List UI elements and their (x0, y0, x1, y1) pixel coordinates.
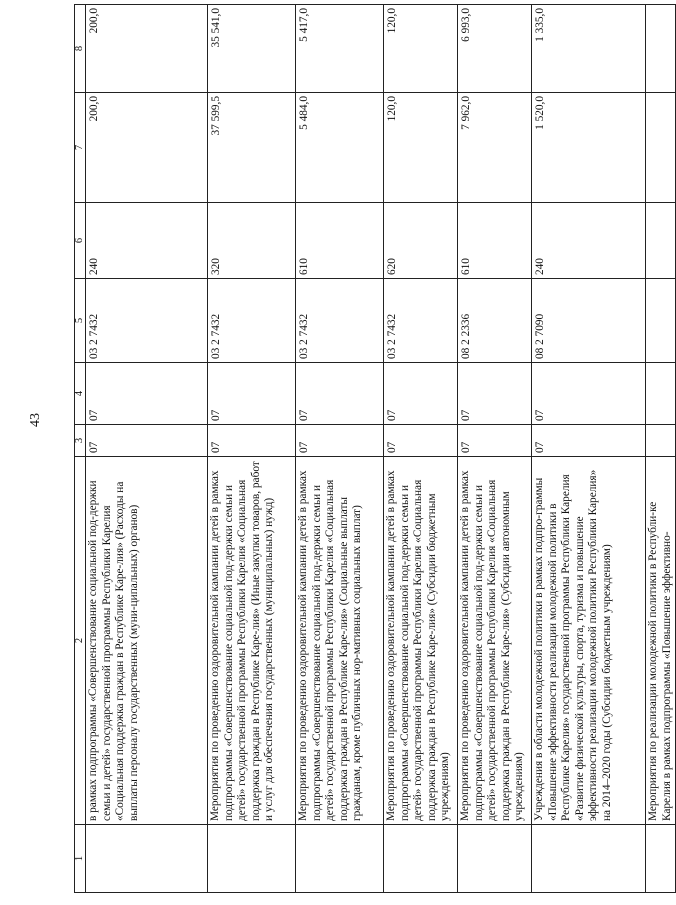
cell-col1 (458, 825, 532, 893)
cell-col4: 07 (458, 363, 532, 425)
cell-col5: 03 2 7432 (296, 279, 384, 363)
cell-col8: 5 417,0 (296, 5, 384, 93)
row-description: Мероприятия по проведению оздоровительной кампании детей в рамках подпрограммы «Совершенствование социальной под-держки семьи и детей» государственной программы Республики Карелия «Социальная поддержка граждан в Республике Каре-лия» (Иные закупки товаров, работ и услуг для обеспечения государственных (муниципальных) нужд) (208, 457, 296, 825)
cell-col3: 07 (532, 425, 646, 457)
cell-col7: 200,0 (86, 93, 208, 203)
header-cell: 8 (75, 5, 86, 93)
cell-col1 (532, 825, 646, 893)
cell-col4: 07 (208, 363, 296, 425)
cell-col4 (646, 363, 676, 425)
cell-col6 (646, 203, 676, 279)
cell-col1 (208, 825, 296, 893)
cell-col6: 320 (208, 203, 296, 279)
cell-col3: 07 (384, 425, 458, 457)
cell-col5: 03 2 7432 (384, 279, 458, 363)
row-description: в рамках подпрограммы «Совершенствование социальной под-держки семьи и детей» государственной программы Республики Карелия «Социальная поддержка граждан в Республике Каре-лия» (Расходы на выплаты персоналу государственных (муни-ципальных) органов) (86, 457, 208, 825)
table-row (458, 5, 532, 893)
cell-col3: 07 (296, 425, 384, 457)
cell-col8: 120,0 (384, 5, 458, 93)
cell-col7: 1 520,0 (532, 93, 646, 203)
table-row (208, 5, 296, 893)
cell-col3: 07 (86, 425, 208, 457)
cell-col5: 03 2 7432 (86, 279, 208, 363)
cell-col1 (86, 825, 208, 893)
header-cell: 3 (75, 425, 86, 457)
cell-col5 (646, 279, 676, 363)
cell-col6: 240 (86, 203, 208, 279)
cell-col8 (646, 5, 676, 93)
header-cell: 1 (75, 825, 86, 893)
header-cell: 4 (75, 363, 86, 425)
table-row (532, 5, 646, 893)
cell-col4: 07 (296, 363, 384, 425)
cell-col8: 200,0 (86, 5, 208, 93)
table-row (296, 5, 384, 893)
row-description: Учреждения в области молодежной политики в рамках подпро-граммы «Повышение эффективности реализации молодежной политики в Республике Карелия» государственной программы Республики Карелия «Развитие физической культуры, спорта, туризма и повышение эффективности реализации молодежной политики Республики Карелия» на 2014–2020 годы (Субсидии бюджетным учреждениям) (532, 457, 646, 825)
row-description: Мероприятия по проведению оздоровительной кампании детей в рамках подпрограммы «Совершенствование социальной под-держки семьи и детей» государственной программы Республики Карелия «Социальная поддержка граждан в Республике Каре-лия» (Социальные выплаты гражданам, кроме публичных нор-мативных социальных выплат) (296, 457, 384, 825)
cell-col6: 610 (296, 203, 384, 279)
cell-col8: 35 541,0 (208, 5, 296, 93)
row-description: Мероприятия по реализации молодежной политики в Республи-ке Карелия в рамках подпрограммы «Повышение эффективно- (646, 457, 676, 825)
cell-col3 (646, 425, 676, 457)
cell-col7: 120,0 (384, 93, 458, 203)
header-cell: 2 (75, 457, 86, 825)
cell-col1 (646, 825, 676, 893)
cell-col4: 07 (86, 363, 208, 425)
cell-col3: 07 (458, 425, 532, 457)
cell-col7: 7 962,0 (458, 93, 532, 203)
cell-col4: 07 (532, 363, 646, 425)
cell-col8: 6 993,0 (458, 5, 532, 93)
cell-col1 (384, 825, 458, 893)
cell-col5: 08 2 2336 (458, 279, 532, 363)
cell-col7: 5 484,0 (296, 93, 384, 203)
header-cell: 6 (75, 203, 86, 279)
row-description: Мероприятия по проведению оздоровительной кампании детей в рамках подпрограммы «Совершенствование социальной под-держки семьи и детей» государственной программы Республики Карелия «Социальная поддержка граждан в Республике Каре-лия» (Субсидии бюджетным учреждениям) (384, 457, 458, 825)
table-header-row (75, 5, 86, 893)
cell-col7 (646, 93, 676, 203)
cell-col4: 07 (384, 363, 458, 425)
table-row (384, 5, 458, 893)
cell-col7: 37 599,5 (208, 93, 296, 203)
cell-col6: 620 (384, 203, 458, 279)
cell-col5: 03 2 7432 (208, 279, 296, 363)
cell-col1 (296, 825, 384, 893)
rotated-table-wrapper (74, 5, 673, 893)
header-cell: 5 (75, 279, 86, 363)
table-row (86, 5, 208, 893)
cell-col5: 08 2 7090 (532, 279, 646, 363)
row-description: Мероприятия по проведению оздоровительной кампании детей в рамках подпрограммы «Совершенствование социальной под-держки семьи и детей» государственной программы Республики Карелия «Социальная поддержка граждан в Республике Каре-лия» (Субсидии автономным учреждениям) (458, 457, 532, 825)
header-cell: 7 (75, 93, 86, 203)
cell-col3: 07 (208, 425, 296, 457)
page-number: 43 (28, 413, 43, 427)
table-row (646, 5, 676, 893)
budget-table (74, 4, 676, 893)
cell-col6: 240 (532, 203, 646, 279)
cell-col8: 1 335,0 (532, 5, 646, 93)
cell-col6: 610 (458, 203, 532, 279)
